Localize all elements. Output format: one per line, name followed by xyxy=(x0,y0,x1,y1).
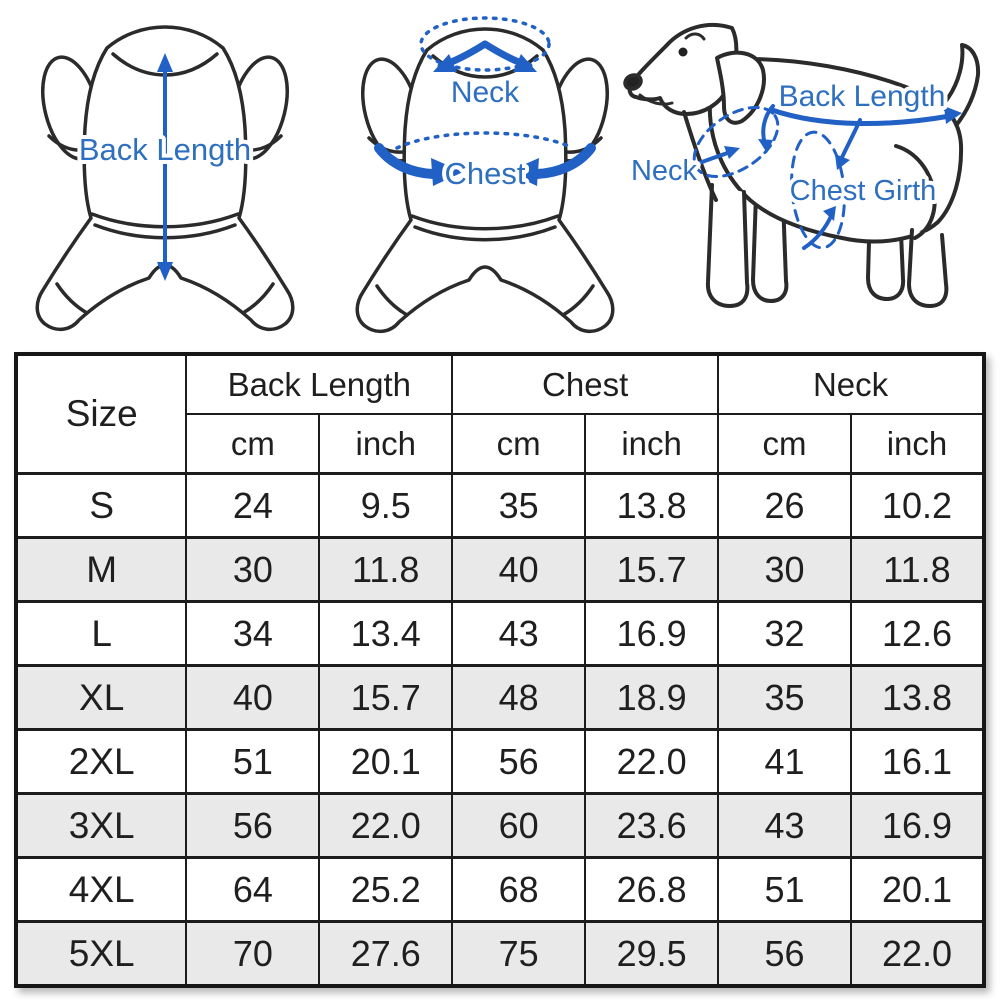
cell-chest-inch: 29.5 xyxy=(585,922,718,987)
cell-back-cm: 40 xyxy=(186,666,319,730)
cell-neck-cm: 43 xyxy=(718,794,851,858)
cell-back-inch: 20.1 xyxy=(319,730,452,794)
table-row-xl xyxy=(16,666,984,730)
cell-back-cm: 24 xyxy=(186,474,319,538)
cell-neck-inch: 10.2 xyxy=(851,474,984,538)
header-chest-cm: cm xyxy=(452,414,585,474)
cell-neck-inch: 13.8 xyxy=(851,666,984,730)
table-row-s xyxy=(16,474,984,538)
dog-back-length-label: Back Length xyxy=(778,80,946,113)
cell-chest-cm: 48 xyxy=(452,666,585,730)
cell-back-inch: 22.0 xyxy=(319,794,452,858)
cell-chest-inch: 22.0 xyxy=(585,730,718,794)
cell-back-inch: 27.6 xyxy=(319,922,452,987)
dog-near-rear-leg xyxy=(909,230,946,306)
header-back-inch: inch xyxy=(319,414,452,474)
cell-size: S xyxy=(16,474,186,538)
garment-back-diagram xyxy=(15,8,315,343)
size-table-container xyxy=(14,352,986,988)
table-row-5xl xyxy=(16,922,984,987)
cell-size: M xyxy=(16,538,186,602)
cell-chest-inch: 26.8 xyxy=(585,858,718,922)
cell-size: L xyxy=(16,602,186,666)
cell-neck-inch: 11.8 xyxy=(851,538,984,602)
cell-back-cm: 51 xyxy=(186,730,319,794)
cell-back-inch: 9.5 xyxy=(319,474,452,538)
dog-near-front-leg xyxy=(708,185,747,306)
cell-chest-cm: 40 xyxy=(452,538,585,602)
garment-neck-label: Neck xyxy=(450,76,520,109)
cell-back-cm: 64 xyxy=(186,858,319,922)
cell-chest-cm: 68 xyxy=(452,858,585,922)
header-neck: Neck xyxy=(718,354,984,414)
cell-back-cm: 30 xyxy=(186,538,319,602)
cell-neck-inch: 16.9 xyxy=(851,794,984,858)
cell-chest-cm: 56 xyxy=(452,730,585,794)
cell-chest-cm: 60 xyxy=(452,794,585,858)
dog-neck-label: Neck xyxy=(630,155,698,187)
header-chest-inch: inch xyxy=(585,414,718,474)
cell-neck-inch: 16.1 xyxy=(851,730,984,794)
header-chest: Chest xyxy=(452,354,718,414)
cell-neck-cm: 41 xyxy=(718,730,851,794)
cell-back-cm: 34 xyxy=(186,602,319,666)
cell-chest-inch: 16.9 xyxy=(585,602,718,666)
garment-chest-label: Chest xyxy=(444,156,526,191)
cell-neck-cm: 35 xyxy=(718,666,851,730)
cell-back-inch: 25.2 xyxy=(319,858,452,922)
header-neck-cm: cm xyxy=(718,414,851,474)
cell-back-cm: 56 xyxy=(186,794,319,858)
table-row-l xyxy=(16,602,984,666)
cell-chest-cm: 75 xyxy=(452,922,585,987)
cell-chest-cm: 43 xyxy=(452,602,585,666)
garment-back-length-label: Back Length xyxy=(78,132,252,167)
cell-chest-inch: 15.7 xyxy=(585,538,718,602)
cell-neck-inch: 22.0 xyxy=(851,922,984,987)
cell-back-inch: 11.8 xyxy=(319,538,452,602)
dog-chest-girth-label: Chest Girth xyxy=(789,175,937,207)
cell-neck-cm: 51 xyxy=(718,858,851,922)
cell-chest-inch: 13.8 xyxy=(585,474,718,538)
cell-size: 4XL xyxy=(16,858,186,922)
cell-chest-inch: 23.6 xyxy=(585,794,718,858)
cell-neck-cm: 30 xyxy=(718,538,851,602)
cell-size: 3XL xyxy=(16,794,186,858)
cell-neck-inch: 20.1 xyxy=(851,858,984,922)
table-row-4xl xyxy=(16,858,984,922)
dog-eye xyxy=(679,48,688,57)
measurement-diagrams xyxy=(0,0,1000,350)
garment-front-diagram xyxy=(335,2,635,342)
cell-neck-cm: 56 xyxy=(718,922,851,987)
table-row-m xyxy=(16,538,984,602)
cell-back-inch: 15.7 xyxy=(319,666,452,730)
header-neck-inch: inch xyxy=(851,414,984,474)
table-row-2xl xyxy=(16,730,984,794)
group-header-row xyxy=(16,354,984,414)
dog-diagram xyxy=(620,0,995,340)
cell-neck-cm: 26 xyxy=(718,474,851,538)
header-size: Size xyxy=(16,354,186,474)
cell-size: 5XL xyxy=(16,922,186,987)
cell-back-inch: 13.4 xyxy=(319,602,452,666)
cell-chest-cm: 35 xyxy=(452,474,585,538)
cell-neck-inch: 12.6 xyxy=(851,602,984,666)
cell-size: 2XL xyxy=(16,730,186,794)
size-table xyxy=(14,352,986,988)
table-row-3xl xyxy=(16,794,984,858)
cell-size: XL xyxy=(16,666,186,730)
header-back-length: Back Length xyxy=(186,354,452,414)
cell-neck-cm: 32 xyxy=(718,602,851,666)
cell-back-cm: 70 xyxy=(186,922,319,987)
header-back-cm: cm xyxy=(186,414,319,474)
cell-chest-inch: 18.9 xyxy=(585,666,718,730)
